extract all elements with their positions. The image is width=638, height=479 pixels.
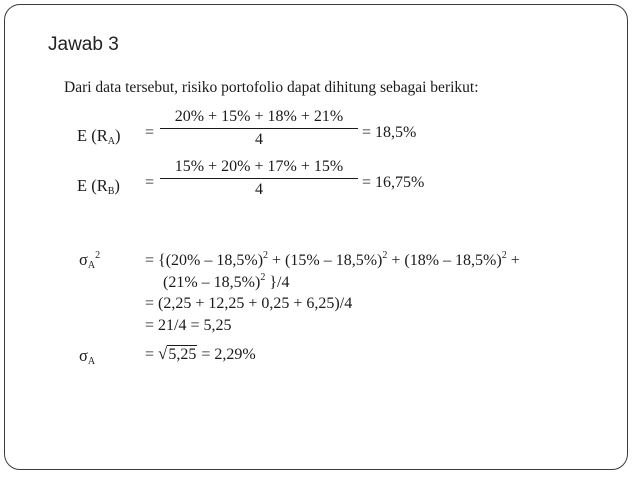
- variance-line-1: = {(20% – 18,5%)$^2$ + (15% – 18,5%)$^2$ + (18% – 18,5%)$^2$ +: [145, 250, 520, 269]
- variance-line-3: = (2,25 + 12,25 + 0,25 + 6,25)/4: [145, 295, 353, 312]
- slide-frame: [4, 4, 628, 470]
- slide-title: Jawab 3: [48, 34, 119, 55]
- std-dev-label: $\sigma_A$: [79, 346, 96, 367]
- eq-rb-fraction: [160, 158, 358, 199]
- std-dev-line: = √5,25 = 2,29%: [145, 344, 256, 363]
- variance-line-4: = 21/4 = 5,25: [145, 317, 232, 334]
- eq-rb-denominator: 4: [255, 181, 263, 198]
- eq-ra-denominator: 4: [255, 131, 263, 148]
- eq-ra-result: = 18,5%: [362, 124, 417, 141]
- eq-ra-numerator: 20% + 15% + 18% + 21%: [160, 108, 358, 129]
- eq-rb-label: E $(R_B)$: [77, 176, 120, 197]
- eq-rb-result: = 16,75%: [362, 174, 425, 191]
- eq-ra-equals: =: [145, 124, 155, 141]
- eq-ra-label: E $(R_A)$: [77, 126, 121, 147]
- eq-rb-numerator: 15% + 20% + 17% + 15%: [160, 158, 358, 179]
- intro-text: Dari data tersebut, risiko portofolio dapat dihitung sebagai berikut:: [64, 79, 479, 96]
- variance-label: $\sigma_A^2$: [79, 250, 101, 271]
- eq-rb-equals: =: [145, 174, 155, 191]
- variance-line-2: (21% – 18,5%)$^2$ }/4: [163, 272, 290, 291]
- square-root: √5,25: [158, 344, 197, 363]
- eq-ra-fraction: [160, 108, 358, 149]
